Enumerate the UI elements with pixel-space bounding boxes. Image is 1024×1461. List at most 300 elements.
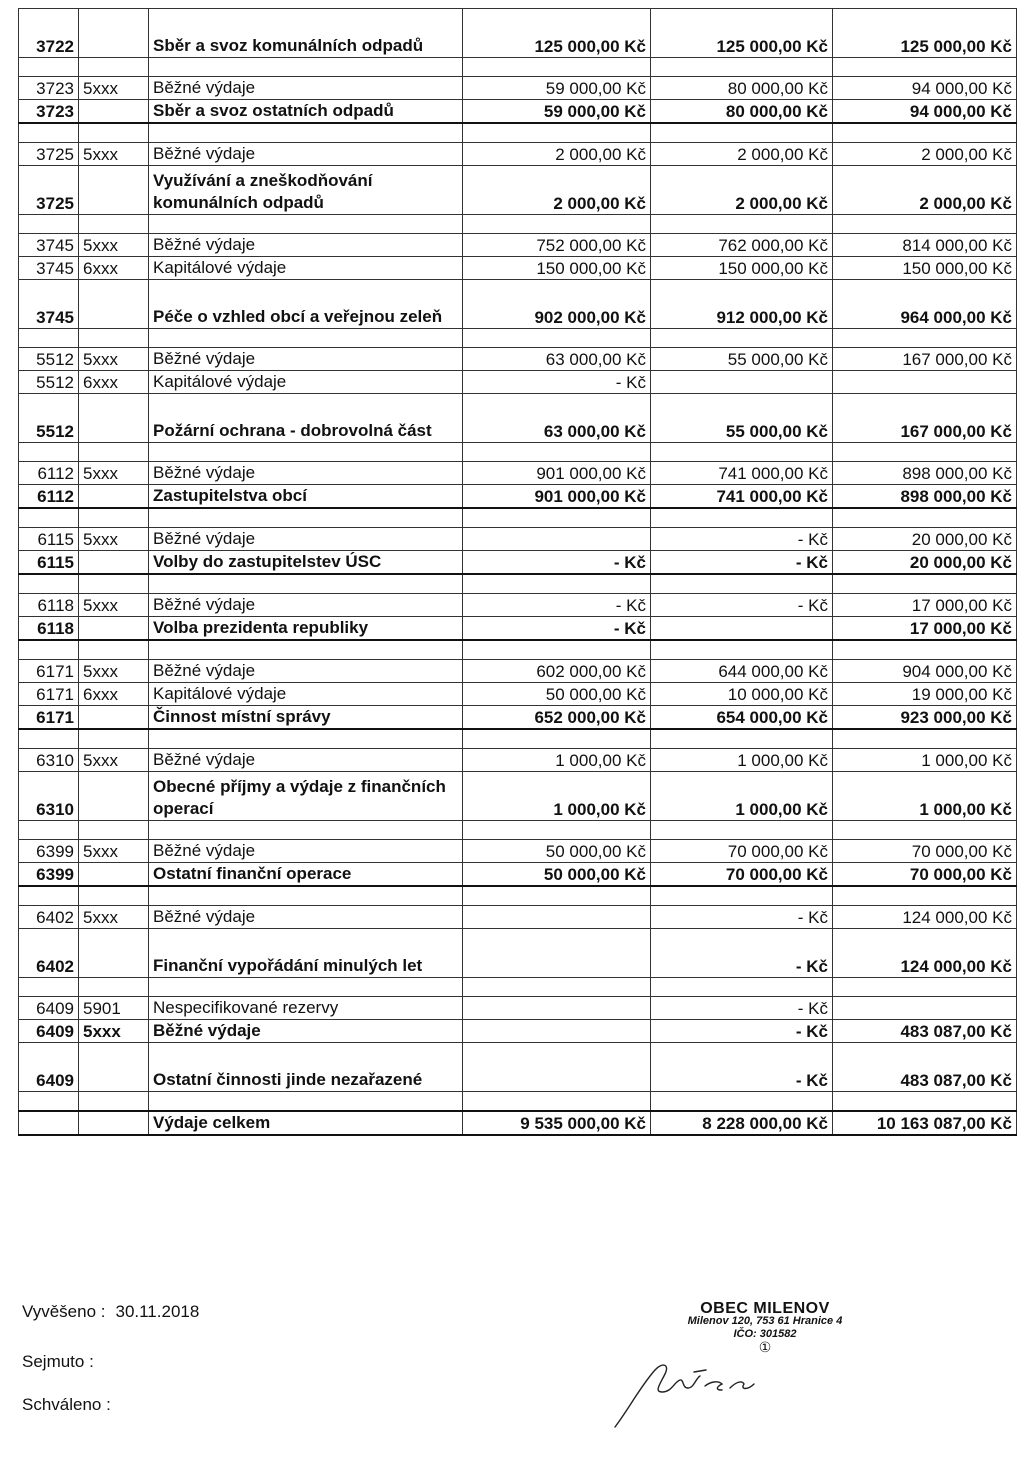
amount-cell-1: 1 000,00 Kč <box>463 772 651 821</box>
description-cell: Volba prezidenta republiky <box>149 617 463 641</box>
item-cell <box>79 123 149 143</box>
item-cell <box>79 772 149 821</box>
amount-cell-3: 94 000,00 Kč <box>833 77 1017 100</box>
paragraph-cell: 6402 <box>19 906 79 929</box>
item-cell <box>79 215 149 234</box>
item-cell: 5xxx <box>79 840 149 863</box>
table-row <box>19 9 1017 58</box>
stamp-address: Milenov 120, 753 61 Hranice 4 <box>687 1315 843 1327</box>
spacer-row <box>19 640 1017 660</box>
description-cell: Obecné příjmy a výdaje z finančních operací <box>149 772 463 821</box>
item-cell <box>79 9 149 58</box>
removed-line <box>22 1352 94 1372</box>
amount-cell-1 <box>463 58 651 77</box>
item-cell <box>79 1043 149 1092</box>
amount-cell-3 <box>833 1092 1017 1112</box>
amount-cell-2: 644 000,00 Kč <box>651 660 833 683</box>
amount-cell-1: 59 000,00 Kč <box>463 77 651 100</box>
description-cell: Sběr a svoz komunálních odpadů <box>149 9 463 58</box>
description-cell: Sběr a svoz ostatních odpadů <box>149 100 463 124</box>
amount-cell-2 <box>651 443 833 462</box>
spacer-row <box>19 215 1017 234</box>
paragraph-cell: 6310 <box>19 772 79 821</box>
amount-cell-1: - Kč <box>463 617 651 641</box>
amount-cell-3 <box>833 508 1017 528</box>
paragraph-cell: 5512 <box>19 394 79 443</box>
item-cell: 5xxx <box>79 906 149 929</box>
table-row <box>19 371 1017 394</box>
item-cell: 5xxx <box>79 1020 149 1043</box>
amount-cell-2: 80 000,00 Kč <box>651 100 833 124</box>
item-cell <box>79 929 149 978</box>
description-cell <box>149 1092 463 1112</box>
item-cell <box>79 58 149 77</box>
amount-cell-2: 1 000,00 Kč <box>651 772 833 821</box>
description-cell: Běžné výdaje <box>149 906 463 929</box>
paragraph-cell: 3725 <box>19 166 79 215</box>
amount-cell-2 <box>651 508 833 528</box>
table-row <box>19 462 1017 485</box>
description-cell: Nespecifikované rezervy <box>149 997 463 1020</box>
paragraph-cell <box>19 508 79 528</box>
item-cell <box>79 100 149 124</box>
item-cell <box>79 886 149 906</box>
spacer-row <box>19 574 1017 594</box>
budget-expenditure-table <box>18 8 1017 1136</box>
amount-cell-3: 70 000,00 Kč <box>833 840 1017 863</box>
amount-cell-2: - Kč <box>651 1020 833 1043</box>
amount-cell-1: 59 000,00 Kč <box>463 100 651 124</box>
amount-cell-1: - Kč <box>463 594 651 617</box>
amount-cell-2 <box>651 371 833 394</box>
item-cell <box>79 485 149 509</box>
paragraph-cell <box>19 886 79 906</box>
paragraph-cell: 6115 <box>19 528 79 551</box>
item-cell <box>79 166 149 215</box>
paragraph-cell: 6310 <box>19 749 79 772</box>
paragraph-cell: 6409 <box>19 1043 79 1092</box>
amount-cell-1 <box>463 574 651 594</box>
amount-cell-2: - Kč <box>651 906 833 929</box>
spacer-row <box>19 443 1017 462</box>
paragraph-cell: 6409 <box>19 997 79 1020</box>
amount-cell-3 <box>833 443 1017 462</box>
item-cell: 6xxx <box>79 683 149 706</box>
item-cell: 5xxx <box>79 143 149 166</box>
paragraph-cell: 5512 <box>19 371 79 394</box>
amount-cell-2: - Kč <box>651 1043 833 1092</box>
amount-cell-3: 20 000,00 Kč <box>833 528 1017 551</box>
description-cell: Běžné výdaje <box>149 143 463 166</box>
spacer-row <box>19 729 1017 749</box>
item-cell <box>79 329 149 348</box>
description-cell <box>149 508 463 528</box>
description-cell <box>149 123 463 143</box>
amount-cell-1 <box>463 528 651 551</box>
paragraph-cell: 6399 <box>19 840 79 863</box>
amount-cell-2: - Kč <box>651 551 833 575</box>
description-cell: Běžné výdaje <box>149 528 463 551</box>
description-cell: Běžné výdaje <box>149 462 463 485</box>
amount-cell-3: 125 000,00 Kč <box>833 9 1017 58</box>
amount-cell-3: 904 000,00 Kč <box>833 660 1017 683</box>
amount-cell-2 <box>651 821 833 840</box>
description-cell: Běžné výdaje <box>149 1020 463 1043</box>
paragraph-cell: 3722 <box>19 9 79 58</box>
amount-cell-2: 10 000,00 Kč <box>651 683 833 706</box>
amount-cell-1 <box>463 1092 651 1112</box>
amount-cell-3: 898 000,00 Kč <box>833 462 1017 485</box>
amount-cell-3: 150 000,00 Kč <box>833 257 1017 280</box>
table-row <box>19 1020 1017 1043</box>
description-cell: Zastupitelstva obcí <box>149 485 463 509</box>
description-cell <box>149 978 463 997</box>
paragraph-cell: 6171 <box>19 683 79 706</box>
amount-cell-3: 19 000,00 Kč <box>833 683 1017 706</box>
amount-cell-3: 17 000,00 Kč <box>833 617 1017 641</box>
table-row <box>19 280 1017 329</box>
table-row <box>19 551 1017 575</box>
item-cell <box>79 978 149 997</box>
description-cell: Běžné výdaje <box>149 234 463 257</box>
table-row <box>19 77 1017 100</box>
amount-cell-2: 1 000,00 Kč <box>651 749 833 772</box>
table-row <box>19 594 1017 617</box>
amount-cell-2: 80 000,00 Kč <box>651 77 833 100</box>
description-cell: Využívání a zneškodňování komunálních odpadů <box>149 166 463 215</box>
amount-cell-1 <box>463 1043 651 1092</box>
stamp-name: OBEC MILENOV <box>700 1300 830 1317</box>
amount-cell-3: 167 000,00 Kč <box>833 394 1017 443</box>
table-row <box>19 100 1017 124</box>
item-cell <box>79 640 149 660</box>
item-cell: 5xxx <box>79 749 149 772</box>
amount-cell-3: 70 000,00 Kč <box>833 863 1017 887</box>
paragraph-cell <box>19 574 79 594</box>
amount-cell-1: 652 000,00 Kč <box>463 706 651 730</box>
amount-cell-1 <box>463 508 651 528</box>
item-cell <box>79 280 149 329</box>
handwritten-signature <box>610 1352 780 1432</box>
item-cell <box>79 706 149 730</box>
description-cell: Kapitálové výdaje <box>149 257 463 280</box>
amount-cell-2 <box>651 640 833 660</box>
amount-cell-1 <box>463 215 651 234</box>
table-row <box>19 1043 1017 1092</box>
paragraph-cell <box>19 123 79 143</box>
amount-cell-3 <box>833 123 1017 143</box>
description-cell: Běžné výdaje <box>149 660 463 683</box>
description-cell <box>149 329 463 348</box>
amount-cell-3 <box>833 997 1017 1020</box>
posted-line <box>22 1302 199 1322</box>
amount-cell-2: - Kč <box>651 997 833 1020</box>
amount-cell-2: - Kč <box>651 929 833 978</box>
amount-cell-2: 654 000,00 Kč <box>651 706 833 730</box>
amount-cell-2: 741 000,00 Kč <box>651 462 833 485</box>
amount-cell-1: 63 000,00 Kč <box>463 348 651 371</box>
amount-cell-2 <box>651 329 833 348</box>
amount-cell-2: - Kč <box>651 594 833 617</box>
amount-cell-3: 898 000,00 Kč <box>833 485 1017 509</box>
amount-cell-2 <box>651 886 833 906</box>
paragraph-cell <box>19 821 79 840</box>
amount-cell-2: - Kč <box>651 528 833 551</box>
amount-cell-2: 762 000,00 Kč <box>651 234 833 257</box>
amount-cell-1 <box>463 123 651 143</box>
spacer-row <box>19 886 1017 906</box>
table-row <box>19 166 1017 215</box>
paragraph-cell: 3723 <box>19 100 79 124</box>
item-cell: 6xxx <box>79 371 149 394</box>
amount-cell-3 <box>833 574 1017 594</box>
paragraph-cell <box>19 640 79 660</box>
amount-cell-3 <box>833 371 1017 394</box>
table-row <box>19 706 1017 730</box>
item-cell: 5xxx <box>79 462 149 485</box>
item-cell <box>79 1111 149 1135</box>
description-cell <box>149 886 463 906</box>
paragraph-cell: 6118 <box>19 594 79 617</box>
amount-cell-1 <box>463 443 651 462</box>
item-cell: 5901 <box>79 997 149 1020</box>
amount-cell-1 <box>463 1020 651 1043</box>
amount-cell-3: 1 000,00 Kč <box>833 772 1017 821</box>
amount-cell-3 <box>833 329 1017 348</box>
amount-cell-1 <box>463 906 651 929</box>
amount-cell-2 <box>651 617 833 641</box>
item-cell <box>79 551 149 575</box>
amount-cell-3 <box>833 58 1017 77</box>
description-cell: Běžné výdaje <box>149 348 463 371</box>
table-row <box>19 772 1017 821</box>
amount-cell-2: 125 000,00 Kč <box>651 9 833 58</box>
amount-cell-3: 17 000,00 Kč <box>833 594 1017 617</box>
item-cell <box>79 508 149 528</box>
spacer-row <box>19 58 1017 77</box>
paragraph-cell: 6115 <box>19 551 79 575</box>
table-row <box>19 394 1017 443</box>
amount-cell-1 <box>463 886 651 906</box>
amount-cell-3: 124 000,00 Kč <box>833 929 1017 978</box>
paragraph-cell: 6409 <box>19 1020 79 1043</box>
paragraph-cell: 6118 <box>19 617 79 641</box>
paragraph-cell <box>19 1111 79 1135</box>
paragraph-cell <box>19 215 79 234</box>
table-row <box>19 660 1017 683</box>
amount-cell-1: 752 000,00 Kč <box>463 234 651 257</box>
description-cell <box>149 215 463 234</box>
table-row <box>19 749 1017 772</box>
item-cell: 5xxx <box>79 528 149 551</box>
amount-cell-3: 814 000,00 Kč <box>833 234 1017 257</box>
amount-cell-2: 8 228 000,00 Kč <box>651 1111 833 1135</box>
amount-cell-2: 70 000,00 Kč <box>651 840 833 863</box>
amount-cell-2: 70 000,00 Kč <box>651 863 833 887</box>
amount-cell-2: 741 000,00 Kč <box>651 485 833 509</box>
spacer-row <box>19 123 1017 143</box>
description-cell: Činnost místní správy <box>149 706 463 730</box>
amount-cell-3 <box>833 978 1017 997</box>
amount-cell-2: 2 000,00 Kč <box>651 166 833 215</box>
description-cell <box>149 58 463 77</box>
spacer-row <box>19 821 1017 840</box>
amount-cell-3: 964 000,00 Kč <box>833 280 1017 329</box>
description-cell: Výdaje celkem <box>149 1111 463 1135</box>
table-row <box>19 929 1017 978</box>
amount-cell-3: 167 000,00 Kč <box>833 348 1017 371</box>
amount-cell-1 <box>463 729 651 749</box>
description-cell: Kapitálové výdaje <box>149 683 463 706</box>
posted-date: 30.11.2018 <box>115 1302 200 1321</box>
description-cell: Péče o vzhled obcí a veřejnou zeleň <box>149 280 463 329</box>
item-cell <box>79 574 149 594</box>
paragraph-cell: 6399 <box>19 863 79 887</box>
description-cell: Požární ochrana - dobrovolná část <box>149 394 463 443</box>
spacer-row <box>19 1092 1017 1112</box>
spacer-row <box>19 978 1017 997</box>
amount-cell-1 <box>463 997 651 1020</box>
table-row <box>19 143 1017 166</box>
amount-cell-2 <box>651 574 833 594</box>
paragraph-cell <box>19 729 79 749</box>
table-row <box>19 528 1017 551</box>
amount-cell-1: 2 000,00 Kč <box>463 166 651 215</box>
amount-cell-2 <box>651 215 833 234</box>
item-cell: 5xxx <box>79 348 149 371</box>
amount-cell-1: 602 000,00 Kč <box>463 660 651 683</box>
amount-cell-3: 10 163 087,00 Kč <box>833 1111 1017 1135</box>
amount-cell-2: 55 000,00 Kč <box>651 394 833 443</box>
item-cell: 6xxx <box>79 257 149 280</box>
description-cell <box>149 821 463 840</box>
table-row <box>19 348 1017 371</box>
amount-cell-2 <box>651 123 833 143</box>
amount-cell-3: 1 000,00 Kč <box>833 749 1017 772</box>
item-cell <box>79 821 149 840</box>
table-row <box>19 840 1017 863</box>
amount-cell-1: - Kč <box>463 551 651 575</box>
paragraph-cell: 3725 <box>19 143 79 166</box>
amount-cell-1: 50 000,00 Kč <box>463 840 651 863</box>
paragraph-cell: 6171 <box>19 706 79 730</box>
description-cell: Ostatní činnosti jinde nezařazené <box>149 1043 463 1092</box>
paragraph-cell: 6171 <box>19 660 79 683</box>
amount-cell-2 <box>651 729 833 749</box>
table-row <box>19 485 1017 509</box>
amount-cell-3: 20 000,00 Kč <box>833 551 1017 575</box>
amount-cell-3: 2 000,00 Kč <box>833 143 1017 166</box>
description-cell: Běžné výdaje <box>149 594 463 617</box>
table-body <box>19 9 1017 1136</box>
stamp-mark: ① <box>758 1339 772 1355</box>
table-row <box>19 257 1017 280</box>
paragraph-cell <box>19 329 79 348</box>
paragraph-cell <box>19 1092 79 1112</box>
amount-cell-2 <box>651 58 833 77</box>
item-cell: 5xxx <box>79 660 149 683</box>
amount-cell-2 <box>651 1092 833 1112</box>
paragraph-cell: 3745 <box>19 280 79 329</box>
item-cell: 5xxx <box>79 234 149 257</box>
description-cell: Kapitálové výdaje <box>149 371 463 394</box>
amount-cell-1: 901 000,00 Kč <box>463 485 651 509</box>
description-cell <box>149 640 463 660</box>
table-row <box>19 863 1017 887</box>
item-cell <box>79 1092 149 1112</box>
description-cell <box>149 729 463 749</box>
paragraph-cell: 3745 <box>19 234 79 257</box>
paragraph-cell: 3723 <box>19 77 79 100</box>
paragraph-cell: 6112 <box>19 485 79 509</box>
amount-cell-3: 2 000,00 Kč <box>833 166 1017 215</box>
amount-cell-1: 150 000,00 Kč <box>463 257 651 280</box>
description-cell: Finanční vypořádání minulých let <box>149 929 463 978</box>
amount-cell-1 <box>463 329 651 348</box>
description-cell: Běžné výdaje <box>149 749 463 772</box>
amount-cell-1: 2 000,00 Kč <box>463 143 651 166</box>
description-cell: Běžné výdaje <box>149 77 463 100</box>
amount-cell-1: 125 000,00 Kč <box>463 9 651 58</box>
paragraph-cell: 6112 <box>19 462 79 485</box>
table-row <box>19 906 1017 929</box>
removed-label: Sejmuto : <box>22 1352 94 1371</box>
amount-cell-1: 63 000,00 Kč <box>463 394 651 443</box>
item-cell: 5xxx <box>79 594 149 617</box>
description-cell: Ostatní finanční operace <box>149 863 463 887</box>
table-row <box>19 683 1017 706</box>
description-cell <box>149 574 463 594</box>
amount-cell-2 <box>651 978 833 997</box>
amount-cell-1: 50 000,00 Kč <box>463 863 651 887</box>
amount-cell-3: 483 087,00 Kč <box>833 1020 1017 1043</box>
total-row <box>19 1111 1017 1135</box>
stamp-ico: IČO: 301582 <box>733 1328 797 1340</box>
amount-cell-1 <box>463 821 651 840</box>
amount-cell-1: 901 000,00 Kč <box>463 462 651 485</box>
paragraph-cell: 6402 <box>19 929 79 978</box>
paragraph-cell <box>19 58 79 77</box>
amount-cell-1: - Kč <box>463 371 651 394</box>
item-cell: 5xxx <box>79 77 149 100</box>
table-row <box>19 234 1017 257</box>
amount-cell-1 <box>463 978 651 997</box>
spacer-row <box>19 508 1017 528</box>
amount-cell-3 <box>833 886 1017 906</box>
paragraph-cell: 3745 <box>19 257 79 280</box>
table-row <box>19 997 1017 1020</box>
amount-cell-3 <box>833 215 1017 234</box>
amount-cell-1: 1 000,00 Kč <box>463 749 651 772</box>
item-cell <box>79 863 149 887</box>
posted-label: Vyvěšeno : <box>22 1302 106 1321</box>
spacer-row <box>19 329 1017 348</box>
amount-cell-3: 923 000,00 Kč <box>833 706 1017 730</box>
municipality-stamp <box>640 1302 890 1354</box>
amount-cell-2: 55 000,00 Kč <box>651 348 833 371</box>
amount-cell-1: 902 000,00 Kč <box>463 280 651 329</box>
paragraph-cell: 5512 <box>19 348 79 371</box>
amount-cell-1 <box>463 929 651 978</box>
description-cell: Volby do zastupitelstev ÚSC <box>149 551 463 575</box>
amount-cell-2: 150 000,00 Kč <box>651 257 833 280</box>
approved-line <box>22 1395 111 1415</box>
amount-cell-1: 50 000,00 Kč <box>463 683 651 706</box>
item-cell <box>79 617 149 641</box>
table-row <box>19 617 1017 641</box>
amount-cell-3 <box>833 821 1017 840</box>
amount-cell-3: 94 000,00 Kč <box>833 100 1017 124</box>
